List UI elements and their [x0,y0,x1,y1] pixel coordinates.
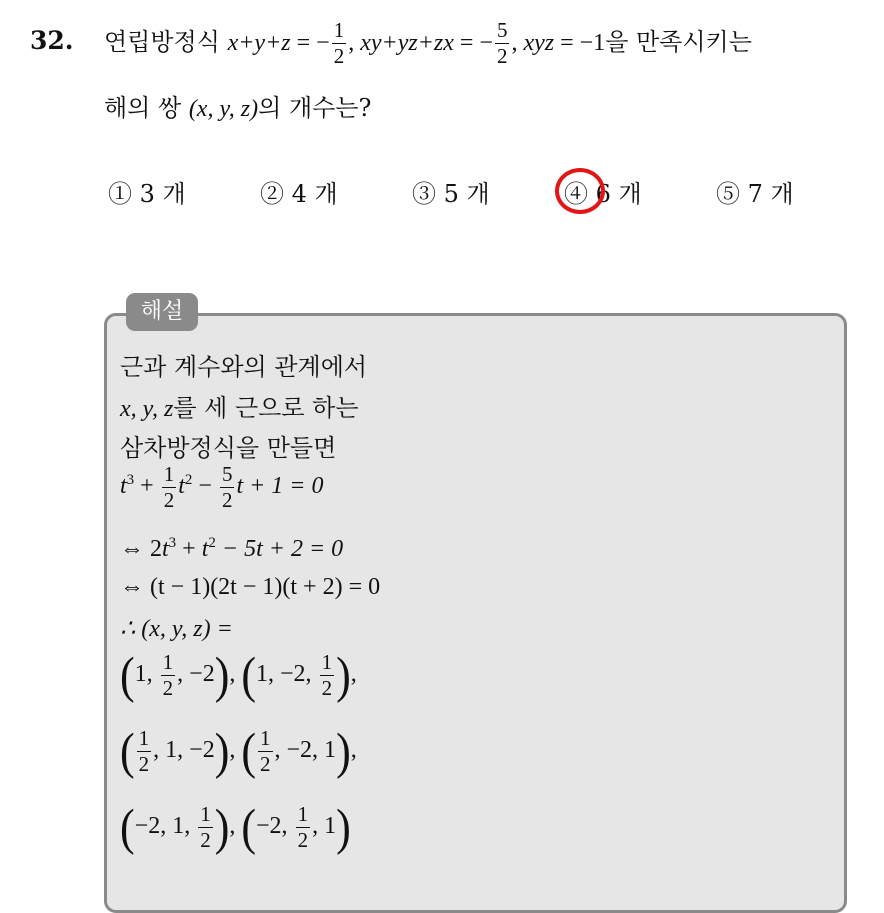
equivalent-step-1: ⇔ $2t^3 + t^2 - 5t + 2 = 0$ [120,535,344,562]
fraction: $\frac{1}{2}$ [163,462,175,512]
choice-1[interactable]: ① 3 개 [108,180,186,208]
explanation-line-1: 근과 계수와의 관계에서 [120,353,368,381]
question-number: 32. [30,26,74,55]
explanation-tag: 해설 [126,293,198,331]
explanation-line-2: x, y, z를 세 근으로 하는 [120,394,359,422]
therefore-line: ∴ (x, y, z) = [120,616,233,642]
choice-5[interactable]: ⑤ 7 개 [716,180,794,208]
fraction: $\frac{5}{2}$ [221,462,233,512]
solutions-row-1: (1, $\frac{1}{2}$ , −2), (1, −2, $\frac{1}{2}$ ), [120,646,357,704]
choice-4[interactable]: ④ 6 개 [564,180,642,208]
fraction: $\frac{1}{2}$ [333,18,345,68]
polynomial-equation: $t^3$ + $\frac{1}{2}$ $t^2$ − $\frac{5}{2}$ t + 1 = 0 [120,462,324,512]
equivalent-step-2: ⇔ (t − 1)(2t − 1)(t + 2) = 0 [120,574,381,600]
question-line-2: 해의 쌍 (x, y, z)의 개수는? [104,94,372,122]
solutions-row-3: (−2, 1, $\frac{1}{2}$ ), (−2, $\frac{1}{2}$ , 1) [120,798,351,856]
question-line-1: 연립방정식 x+y+z = − $\frac{1}{2}$ , xy+yz+zx = − $\frac{5}{2}$ , xyz = −1을 만족시키는 [104,18,752,68]
choice-3[interactable]: ③ 5 개 [412,180,490,208]
choice-2[interactable]: ② 4 개 [260,180,338,208]
solutions-row-2: ( $\frac{1}{2}$ , 1, −2), ( $\frac{1}{2}$ , −2, 1), [120,722,357,780]
fraction: $\frac{5}{2}$ [496,18,508,68]
answer-circle-mark [555,168,605,214]
explanation-line-3: 삼차방정식을 만들면 [120,434,337,462]
